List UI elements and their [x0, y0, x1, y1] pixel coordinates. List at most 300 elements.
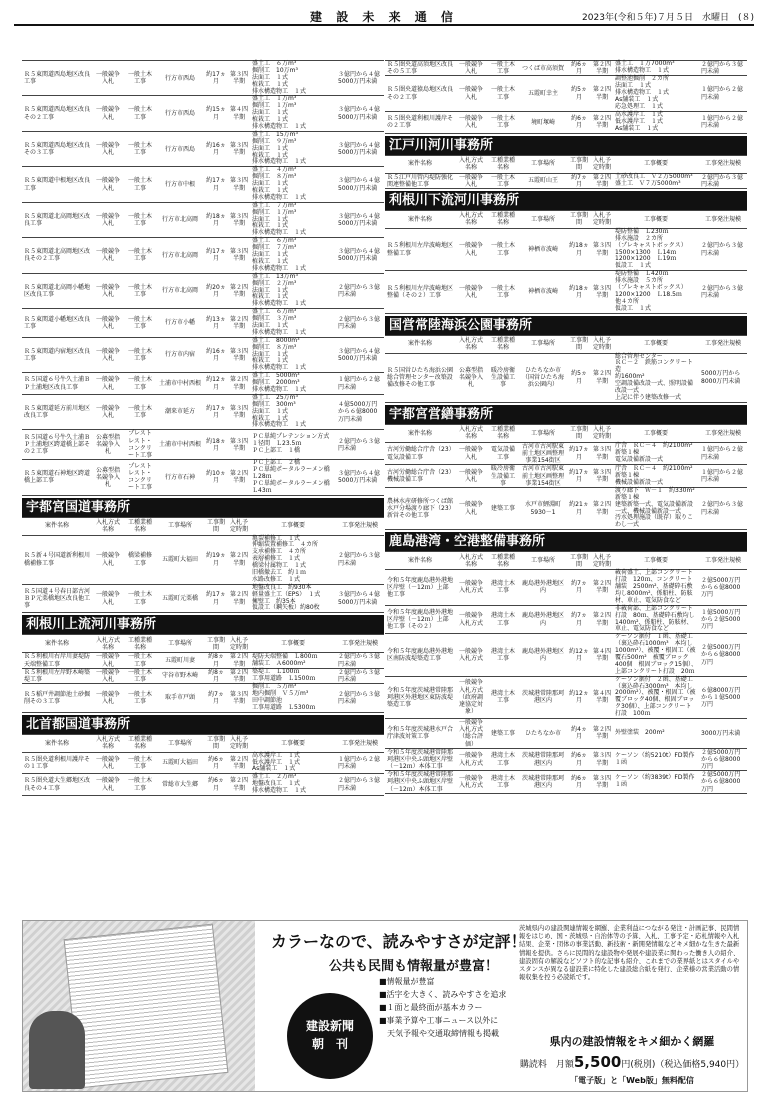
table-header-row: [385, 210, 747, 228]
column-header: 案件名称: [22, 517, 92, 535]
table-cell: 古河労働総合庁舎（23）電気設備工事: [385, 442, 455, 465]
table-header-row: [22, 734, 384, 752]
table-cell: 古河市古河駅東前土地区画整理事業154街区: [519, 465, 567, 488]
table-cell: ２億5000万円から６億8000万円: [699, 634, 747, 676]
table-cell: 令和５年度茨城港常陸那珂港区外港地区東防波堤築造工事: [385, 676, 455, 718]
table-cell: Ｒ５圏央道大生郷地区改良その４工事: [22, 774, 92, 796]
column-header: 工事期間: [204, 517, 228, 535]
column-header: 工事発注規模: [336, 517, 384, 535]
table-cell: 行方市内宿: [156, 337, 204, 372]
column-header: 工事場所: [519, 210, 567, 228]
table-cell: 神栖市波崎: [519, 271, 567, 313]
column-header: 工事場所: [519, 552, 567, 570]
table-cell: ２億円から３億円未満: [336, 668, 384, 683]
table-cell: ２億円から３億円未満: [699, 487, 747, 529]
table-row: [385, 605, 747, 634]
table-cell: 行方市小幡: [156, 309, 204, 338]
table-cell: １億5000万円から２億5000万円: [699, 605, 747, 634]
table-row: [22, 309, 384, 338]
table-cell: 一般土木工事: [124, 774, 156, 796]
table-cell: 一般競争入札: [92, 167, 124, 202]
column-header: 工種業種名称: [487, 424, 519, 442]
table-cell: 約12ヵ月: [567, 634, 591, 676]
ad-slogan: 県内の建設情報をキメ細かく網羅: [549, 1035, 715, 1048]
column-header: 入札予定時期: [230, 518, 249, 534]
table-cell: ２億5000万円から６億8000万円: [699, 748, 747, 771]
column-header: 入札方式名称: [455, 210, 487, 228]
table-row: [22, 373, 384, 395]
table-cell: 高水護岸工 １式 低水護岸工 １式 As舗装工 １式: [613, 111, 699, 133]
table-cell: 第２四半期: [591, 718, 613, 748]
table-cell: 取手市戸頭: [156, 684, 204, 713]
table-cell: 一般土木工事: [124, 202, 156, 237]
table-cell: 約5ヵ月: [567, 76, 591, 111]
table-cell: 約12ヵ月: [204, 373, 228, 395]
table-row: [22, 202, 384, 237]
table-cell: 第２四半期: [593, 61, 612, 76]
column-header: 入札方式名称: [92, 635, 124, 653]
table-cell: Ｒ５利根川右岸川妻堤防天端整備工事: [24, 653, 91, 668]
table-cell: Ｒ５利根川左岸野木崎築堤工事: [24, 668, 91, 683]
table-row: [385, 676, 747, 718]
project-table: [385, 210, 747, 314]
section-heading: 利根川下流河川事務所: [385, 191, 747, 210]
table-cell: 約17ヵ月: [204, 394, 228, 429]
table-cell: Ｒ５東関道北高岡小幡地区改良工事: [22, 273, 92, 308]
newspaper-image: [64, 924, 229, 1089]
table-row: [385, 111, 747, 133]
ad-price-tail: 円(税別)（税込価格5,940円）: [621, 1060, 745, 1070]
table-cell: 一般競争入札: [455, 173, 487, 188]
section-heading: 江戸川河川事務所: [385, 136, 747, 155]
table-cell: 行方市中根: [156, 167, 204, 202]
table-cell: 約7ヵ月: [567, 605, 591, 634]
table-cell: 一般競争入札: [455, 111, 487, 133]
column-header: 工事発注規模: [336, 734, 384, 752]
table-cell: ２億円から３億円未満: [699, 173, 747, 188]
table-cell: Ｒ５東関道小幡地区改良工事: [22, 309, 92, 338]
project-table: [385, 60, 747, 134]
table-cell: 建築工事: [487, 718, 519, 748]
table-cell: 公募型指名競争入札: [92, 430, 124, 460]
column-header: 工事概要: [250, 635, 336, 653]
table-cell: ３億円から４億5000万円未満: [336, 238, 384, 273]
table-cell: Ｒ５東関道内宿地区改良工事: [22, 337, 92, 372]
table-row: [22, 337, 384, 372]
table-cell: ６億8000万円から１億5000万円: [699, 676, 747, 718]
section-heading: 宇都宮営繕事務所: [385, 405, 747, 424]
table-cell: ２億円から３億円未満: [699, 271, 747, 313]
table-row: [385, 353, 747, 402]
section-heading: 宇都宮国道事務所: [22, 498, 384, 517]
table-cell: ２億円から３億円未満: [699, 61, 747, 76]
table-cell: 一般競争入札: [92, 752, 124, 774]
column-header: 工種業種名称: [124, 635, 156, 653]
table-cell: 第３四半期: [591, 271, 613, 313]
table-cell: 五霞町大福田: [156, 752, 204, 774]
table-cell: 地盤改良工 約930本 軽量盛土工（EPS） １式 擁壁工 約35本 仮設工（鋼矢板）約80枚: [250, 584, 336, 613]
column-header: 工事場所: [519, 155, 567, 173]
column-header: 工種業種名称: [124, 734, 156, 752]
ad-badge-line1: 建設新聞: [305, 1019, 354, 1033]
table-cell: 庁舎 ＲＣ－４ 約2100m² 新築１棟 機械設備新設一式: [613, 465, 699, 488]
column-header: 入札方式名称: [455, 424, 487, 442]
table-cell: 港湾土木工事: [487, 676, 519, 718]
column-header: 工事発注規模: [699, 155, 747, 173]
column-header: 工事場所: [156, 517, 204, 535]
table-cell: 約8ヵ月: [204, 668, 228, 683]
table-cell: ２億5000万円から６億8000万円: [699, 570, 747, 605]
table-row: [22, 394, 384, 429]
project-table: [385, 551, 747, 794]
table-cell: 茨城港常陸那珂港区内: [519, 771, 567, 794]
table-cell: 約17ヵ月: [204, 61, 228, 96]
table-header-row: [385, 335, 747, 353]
table-row: [385, 634, 747, 676]
table-cell: 五霞町川妻: [156, 653, 204, 668]
table-cell: 行方市西島: [156, 61, 204, 96]
table-cell: 約20ヵ月: [204, 273, 228, 308]
table-cell: 一般土木工事: [124, 394, 156, 429]
column-header: 工事期間: [567, 552, 591, 570]
table-cell: 第２四半期: [228, 273, 250, 308]
table-cell: 鹿島港外港地区内: [519, 634, 567, 676]
ad-bullets: [379, 975, 506, 1040]
section-heading: 国営常陸海浜公園事務所: [385, 316, 747, 335]
table-cell: 土浦市中村西根: [156, 430, 204, 460]
table-cell: 第２四半期: [591, 487, 613, 529]
table-cell: 鹿島港外港地区内: [519, 605, 567, 634]
table-cell: 第４四半期: [591, 634, 613, 676]
table-cell: 第３四半期: [228, 131, 250, 166]
table-cell: 約8ヵ月: [204, 653, 228, 668]
table-cell: Ｒ５東関道北高岡地区改良その２工事: [22, 238, 92, 273]
table-cell: 一般土木工事: [124, 309, 156, 338]
column-header: 工事発注規模: [699, 335, 747, 353]
table-row: [22, 273, 384, 308]
table-cell: Ｒ５国道４号春日部古河ＢＰ元栗橋地区改良他工事: [22, 584, 92, 613]
column-header: 工事場所: [519, 424, 567, 442]
table-cell: 第２四半期: [593, 173, 612, 188]
table-cell: 令和５年度茨城港常陸那珂港区中央ふ頭地区岸壁（－12ｍ）本体工事: [387, 771, 454, 793]
table-cell: Ｒ５利根川左岸波崎地区整備工事: [385, 228, 455, 270]
table-cell: 盛土工 ７万m³ 掘削工 １万m³ 法面工 １式 植栽工 １式 排水構造物工 １式: [250, 202, 336, 237]
table-cell: 一般競争入札: [92, 373, 124, 395]
table-cell: 古河市古河駅東前土地区画整理事業154街区: [519, 442, 567, 465]
table-cell: 第２四半期: [228, 460, 250, 495]
column-header: 工種業種名称: [487, 210, 519, 228]
table-cell: ２億5000万円から６億8000万円: [699, 771, 747, 794]
table-cell: 高水護岸工 １式 低水護岸工 １式 As舗装工 １式: [250, 752, 336, 774]
table-cell: 公募型指名競争入札: [92, 460, 124, 495]
column-header: 入札予定時期: [593, 336, 612, 352]
table-cell: Ｒ５国営ひたち海浜公園総合管理センター改築設備改修その他工事: [385, 353, 455, 402]
table-cell: 神栖市波崎: [519, 228, 567, 270]
table-cell: 約17ヵ月: [567, 465, 591, 488]
section-heading: 利根川上流河川事務所: [22, 615, 384, 634]
table-cell: 港湾土木工事: [487, 748, 519, 771]
table-cell: 一般土木工事: [124, 684, 156, 713]
table-cell: Ｒ５東関道中根地区改良工事: [22, 167, 92, 202]
column-header: 工事期間: [567, 210, 591, 228]
table-row: [22, 96, 384, 131]
table-cell: Ｒ５東関道北高岡地区改良工事: [22, 202, 92, 237]
table-cell: Ｒ５新４号国道新利根川橋補修工事: [22, 535, 92, 584]
table-cell: 一般競争入札: [92, 584, 124, 613]
ad-bullet: ■１面と最終面が基本カラー: [379, 1003, 483, 1012]
advertisement: [22, 920, 748, 1092]
table-header-row: [385, 155, 747, 173]
table-cell: 盛土工 5000m³ 掘削工 2000m³ 排水構造物工 １式: [250, 373, 336, 395]
column-header: 案件名称: [22, 734, 92, 752]
table-cell: 一般土木工事: [124, 584, 156, 613]
table-cell: 約6ヵ月: [567, 748, 591, 771]
column-header: 入札方式名称: [455, 335, 487, 353]
table-cell: 一般競争入札: [455, 442, 487, 465]
table-row: [385, 442, 747, 465]
table-row: [22, 752, 384, 774]
table-cell: 第３四半期: [228, 238, 250, 273]
table-cell: 一般競争入札: [92, 309, 124, 338]
table-cell: ３億円から４億5000万円未満: [336, 337, 384, 372]
table-cell: 第３四半期: [228, 337, 250, 372]
table-row: [22, 668, 384, 683]
table-cell: １億円から２億円未満: [699, 111, 747, 133]
table-cell: 一般競争入札方式: [455, 570, 487, 605]
table-cell: 第３四半期: [591, 748, 613, 771]
table-cell: １億円から２億円未満: [336, 752, 384, 774]
table-cell: ＰＣ単純プレテンション方式 １径間 Ｌ23.5ｍ ＰＣ上部工 １橋: [250, 430, 336, 460]
table-header-row: [385, 424, 747, 442]
table-cell: 約18ヵ月: [567, 228, 591, 270]
table-cell: 約13ヵ月: [204, 309, 228, 338]
table-cell: Ｒ５圏央道高須地区改良その５工事: [387, 61, 454, 76]
table-cell: 令和５年度鹿島港外港地区岸壁（－12ｍ）上部他工事: [385, 570, 455, 605]
table-cell: Ｒ５国道６号牛久土浦ＢＰ土浦地区改良工事: [22, 373, 92, 395]
table-cell: 潮来市延方: [156, 394, 204, 429]
table-cell: ４億5000万円から６億8000万円未満: [336, 394, 384, 429]
table-cell: 第３四半期: [591, 771, 613, 794]
masthead: [14, 6, 754, 26]
table-cell: 一般土木工事: [124, 373, 156, 395]
ad-photo: [23, 921, 255, 1091]
table-cell: １億円から２億円未満: [699, 76, 747, 111]
table-cell: 調整池掘削 ２カ所 法面工 １式 排水構造物工 １式 As舗装工 １式 応急処理工 １式: [613, 76, 699, 111]
table-cell: ケーソン据付 ２函、基礎工（裏込砕石3000m³ 本均し2000m²）、被覆・根固工（被覆ブロック40個、根固ブロック30個）、上部コンクリート打設 100ｍ: [613, 676, 699, 718]
table-row: [385, 465, 747, 488]
table-cell: 盛土工 15万m³ 掘削工 ９万m³ 法面工 １式 植栽工 １式 排水構造物工 １式: [250, 131, 336, 166]
table-cell: 約10ヵ月: [204, 460, 228, 495]
column-header: 入札予定時期: [593, 212, 612, 227]
ad-badge-line2: 朝 刊: [311, 1037, 348, 1051]
table-row: [385, 173, 747, 188]
column-header: 工事概要: [613, 210, 699, 228]
column-header: 入札予定時期: [593, 553, 612, 568]
table-cell: 第３四半期: [228, 202, 250, 237]
table-cell: 一般競争入札: [92, 394, 124, 429]
table-cell: 第２四半期: [230, 653, 249, 668]
table-cell: 第２四半期: [228, 535, 250, 584]
table-cell: 令和５年度茨城港常陸那珂港区中央ふ頭地区岸壁（－12ｍ）本体工事: [387, 748, 454, 771]
table-cell: ３億円から４億5000万円未満: [336, 131, 384, 166]
table-row: [385, 748, 747, 771]
table-cell: 約18ヵ月: [567, 271, 591, 313]
table-cell: Ｒ５稲戸井調節池土砂掘削その３工事: [22, 684, 92, 713]
table-row: [385, 76, 747, 111]
table-cell: 暖冷房衛生設備工事: [487, 353, 519, 402]
table-row: [22, 61, 384, 96]
table-cell: ３億円から４億5000万円未満: [336, 584, 384, 613]
table-cell: 約7ヵ月: [204, 684, 228, 713]
table-cell: 堤防整備 Ｌ420ｍ 排水施設 ５カ所 （プレキャストボックス） 1200×1200 Ｌ18.5ｍ 他４カ所 仮設工 １式: [613, 271, 699, 313]
table-cell: 一般土木工事: [124, 131, 156, 166]
table-cell: 第２四半期: [228, 774, 250, 796]
left-column: [22, 60, 384, 796]
table-cell: 第３四半期: [228, 430, 250, 460]
table-cell: 一般競争入札: [92, 61, 124, 96]
column-header: 案件名称: [22, 635, 92, 653]
table-cell: 第３四半期: [228, 61, 250, 96]
table-cell: 約4ヵ月: [567, 718, 591, 748]
column-header: 工事概要: [613, 424, 699, 442]
table-cell: ３億円から４億5000万円未満: [336, 167, 384, 202]
table-cell: 一般競争入札: [92, 668, 124, 683]
table-cell: 五霞町幸主: [519, 76, 567, 111]
table-cell: Ｒ５東関道西島地区改良その３工事: [22, 131, 92, 166]
column-header: 入札予定時期: [230, 735, 249, 751]
table-cell: 約17ヵ月: [204, 584, 228, 613]
table-cell: １億円から２億円未満: [336, 373, 384, 395]
table-row: [22, 430, 384, 460]
column-header: 工事期間: [567, 335, 591, 353]
table-header-row: [22, 635, 384, 653]
table-cell: Ｒ５東関道石神地区跨道橋上部工事: [22, 460, 92, 495]
table-cell: 約19ヵ月: [204, 535, 228, 584]
table-cell: 一般土木工事: [124, 273, 156, 308]
column-header: 案件名称: [385, 424, 455, 442]
table-cell: 盛土工 １万7000m³ 排水構造物工 １式: [613, 61, 699, 76]
table-cell: プレストレスト・コンクリート工事: [124, 430, 156, 460]
table-cell: 行方市西島: [156, 131, 204, 166]
table-cell: ３億円から４億5000万円未満: [336, 460, 384, 495]
table-cell: 外壁塗装 200m²: [613, 718, 699, 748]
ad-price-label: 購読料 月額: [519, 1060, 574, 1070]
table-cell: 第２四半期: [228, 584, 250, 613]
table-cell: 約21ヵ月: [567, 487, 591, 529]
table-cell: 一般土木工事: [487, 61, 519, 76]
table-cell: 総合管理センター ＲＣ－２ 鉄筋コンクリート造 約1600m² 空調設備改設一式、照明設備改設一式 上記に伴う建築改修一式: [613, 353, 699, 402]
table-cell: 一般競争入札: [455, 61, 487, 76]
table-cell: Ｒ５圏央道利根川護岸その１工事: [22, 752, 92, 774]
table-cell: 約15ヵ月: [204, 96, 228, 131]
table-row: [22, 131, 384, 166]
table-cell: 約7ヵ月: [567, 173, 591, 188]
table-row: [22, 653, 384, 668]
table-cell: 一般競争入札: [455, 271, 487, 313]
project-table: [385, 335, 747, 403]
table-row: [385, 771, 747, 794]
column-header: 工種業種名称: [487, 155, 519, 173]
table-cell: 電気設備工事: [487, 442, 519, 465]
table-cell: 約16ヵ月: [204, 337, 228, 372]
table-cell: Ｒ５東関道西島地区改良その２工事: [22, 96, 92, 131]
column-header: 工事期間: [204, 734, 228, 752]
table-row: [385, 271, 747, 313]
table-cell: 盛土工 ４万m³ 掘削工 ８万m³ 法面工 １式 植栽工 １式 排水構造物工 １式: [250, 167, 336, 202]
masthead-date: 2023年(令和５年)７月５日 水曜日 (８): [582, 13, 754, 23]
column-header: 工事発注規模: [699, 552, 747, 570]
table-cell: 守谷市野木崎: [156, 668, 204, 683]
table-cell: 令和５年度鹿島港外港地区南防波堤築造工事: [385, 634, 455, 676]
table-cell: 港湾土木工事: [487, 570, 519, 605]
column-header: 入札方式名称: [92, 517, 124, 535]
table-cell: 盛土工 13万m³ 掘削工 ２万m³ 法面工 １式 植栽工 １式 排水構造物工 １式: [250, 273, 336, 308]
column-header: 工種業種名称: [124, 517, 156, 535]
table-cell: 約12ヵ月: [567, 676, 591, 718]
table-cell: 港湾土木工事: [487, 605, 519, 634]
project-table: [22, 60, 384, 496]
column-header: 工事場所: [519, 335, 567, 353]
table-cell: 渡り廊下 Ｗ－１ 約330m² 新築１棟 建築新築一式、電気設備新設一式、機械設備新設一式 汚水処理施設（既存）取りこわし一式: [613, 487, 699, 529]
ad-bullet: ■情報量が豊富: [379, 977, 435, 986]
table-cell: ２億円から３億円未満: [336, 273, 384, 308]
column-header: 工事概要: [250, 517, 336, 535]
table-cell: Ｒ５圏央道猿島地区改良その２工事: [385, 76, 455, 111]
table-cell: 盛土工 ６万m³ 掘削工 ７万m³ 法面工 １式 植栽工 １式 排水構造物工 １式: [250, 238, 336, 273]
table-cell: 第２四半期: [591, 353, 613, 402]
column-header: 入札予定時期: [230, 636, 249, 651]
column-header: 案件名称: [385, 552, 455, 570]
table-cell: 約7ヵ月: [567, 570, 591, 605]
table-cell: ケーソン（約5210t）FD製作１函: [613, 748, 699, 771]
table-cell: プレストレスト・コンクリート工事: [124, 460, 156, 495]
table-cell: 約18ヵ月: [204, 430, 228, 460]
table-header-row: [385, 552, 747, 570]
table-cell: ２億円から３億円未満: [336, 430, 384, 460]
reader-image: [29, 1011, 85, 1089]
table-cell: 第２四半期: [591, 111, 613, 133]
table-cell: ２億円から３億円未満: [336, 684, 384, 713]
table-cell: ケーソン（約3839t）FD製作１函: [613, 771, 699, 794]
table-cell: 一般競争入札: [92, 653, 124, 668]
ad-price-value: 5,500: [573, 1053, 622, 1071]
section-heading: 北首都国道事務所: [22, 715, 384, 734]
table-cell: 行方市北高岡: [156, 238, 204, 273]
masthead-title: 建 設 未 来 通 信: [310, 10, 458, 24]
table-cell: つくば市高須賀: [519, 61, 567, 76]
column-header: 入札方式名称: [455, 155, 487, 173]
table-cell: 約17ヵ月: [204, 238, 228, 273]
table-cell: 盛土工 １万m³ 掘削工 １万m³ 法面工 １式 植栽工 １式 排水構造物工 １式: [250, 96, 336, 131]
ad-subline: 公共も民間も情報量が豊富！: [329, 959, 499, 974]
table-cell: 第３四半期: [228, 684, 250, 713]
table-cell: 一般競争入札: [455, 487, 487, 529]
table-cell: ２億円から３億円未満: [336, 653, 384, 668]
table-cell: 鹿島港外港地区内: [519, 570, 567, 605]
table-cell: 古河労働総合庁舎（23）機械設備工事: [385, 465, 455, 488]
column-header: 案件名称: [385, 335, 455, 353]
table-cell: 非載荷部、上部コンクリート打設 80ｍ、基礎砕石敷均し 1400m²、係船柱、防舷材、車止、電気防食など: [615, 604, 701, 633]
table-row: [385, 61, 747, 76]
table-cell: 掘削工 ５万m³ 地内掘削 Ｖ５万m³ 田中調節池 工事用道路 Ｌ5300ｍ: [250, 684, 336, 713]
table-cell: ケーソン据付 １函、基礎工（裏込砕石1000m³ 本均し1000m²）、被覆・根固工（被覆石500m² 被覆ブロック400個 根固ブロック15個）、上部コンクリート打設 20ｍ: [613, 634, 699, 676]
table-cell: 第４四半期: [228, 96, 250, 131]
table-cell: 約6ヵ月: [567, 771, 591, 794]
table-cell: 建築工事: [487, 487, 519, 529]
table-cell: ２億円から３億円未満: [336, 774, 384, 796]
table-cell: 一般土木工事: [124, 752, 156, 774]
column-header: 入札予定時期: [593, 156, 612, 171]
